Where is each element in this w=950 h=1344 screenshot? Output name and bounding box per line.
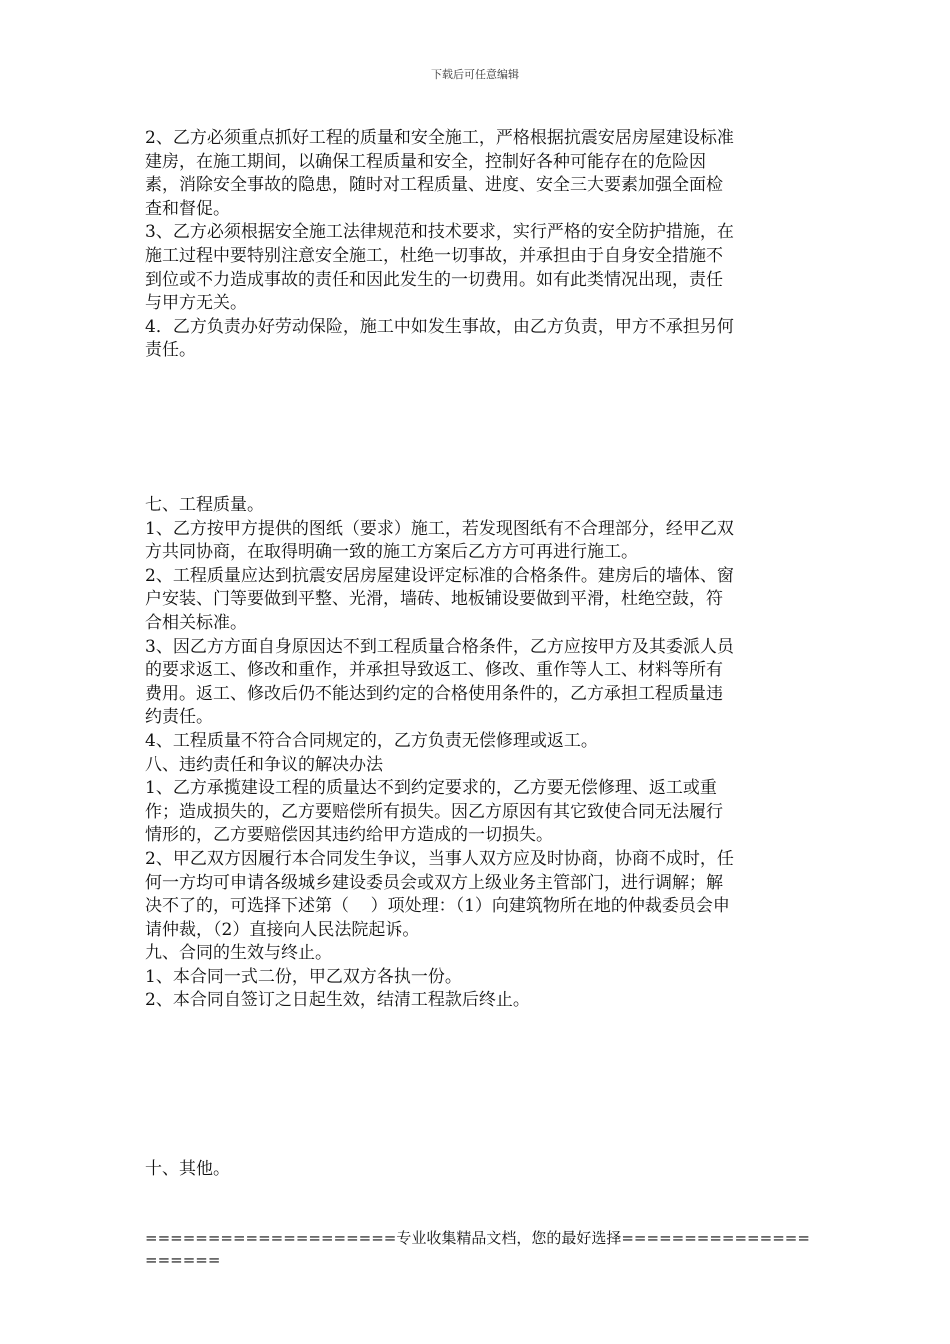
text-line: 1、本合同一式二份，甲乙双方各执一份。 bbox=[145, 966, 462, 987]
text-line: 4．乙方负责办好劳动保险，施工中如发生事故，由乙方负责，甲方不承担另何 bbox=[145, 316, 734, 337]
text-line: 情形的，乙方要赔偿因其违约给甲方造成的一切损失。 bbox=[145, 825, 553, 846]
text-line: 建房，在施工期间，以确保工程质量和安全，控制好各种可能存在的危险因 bbox=[145, 151, 706, 172]
text-line: 请仲裁，（2）直接向人民法院起诉。 bbox=[145, 919, 420, 940]
text-line: 与甲方无关。 bbox=[145, 293, 247, 314]
text-line: 2、本合同自签订之日起生效，结清工程款后终止。 bbox=[145, 990, 530, 1011]
text-line: 2、工程质量应达到抗震安居房屋建设评定标准的合格条件。建房后的墙体、窗 bbox=[145, 565, 734, 586]
text-line: 施工过程中要特别注意安全施工，杜绝一切事故，并承担由于自身安全措施不 bbox=[145, 245, 723, 266]
text-line: 责任。 bbox=[145, 340, 196, 361]
text-line: 1、乙方按甲方提供的图纸（要求）施工，若发现图纸有不合理部分，经甲乙双 bbox=[145, 518, 734, 539]
text-line: 查和督促。 bbox=[145, 198, 230, 219]
text-line: 的要求返工、修改和重作，并承担导致返工、修改、重作等人工、材料等所有 bbox=[145, 660, 723, 681]
section-heading: 七、工程质量。 bbox=[145, 495, 264, 515]
text-line: 方共同协商，在取得明确一致的施工方案后乙方方可再进行施工。 bbox=[145, 542, 638, 563]
text-line: 决不了的，可选择下述第（ ）项处理：（1）向建筑物所在地的仲裁委员会申 bbox=[145, 896, 730, 917]
text-line: 合相关标准。 bbox=[145, 612, 247, 633]
section-heading: 八、违约责任和争议的解决办法 bbox=[145, 754, 383, 775]
text-line: 费用。返工、修改后仍不能达到约定的合格使用条件的，乙方承担工程质量违 bbox=[145, 683, 723, 704]
text-line: 到位或不力造成事故的责任和因此发生的一切费用。如有此类情况出现，责任 bbox=[145, 269, 723, 290]
section-heading: 九、合同的生效与终止。 bbox=[145, 943, 332, 964]
footer-banner: ====================专业收集精品文档，您的最好选择===================== bbox=[145, 1229, 810, 1269]
section-heading: 十、其他。 bbox=[145, 1159, 230, 1179]
contract-clauses-safety bbox=[145, 127, 810, 363]
text-line: 何一方均可申请各级城乡建设委员会或双方上级业务主管部门，进行调解；解 bbox=[145, 872, 723, 893]
text-line: 户安装、门等要做到平整、光滑，墙砖、地板铺设要做到平滑，杜绝空鼓，符 bbox=[145, 589, 723, 610]
contract-clauses-quality bbox=[145, 494, 810, 1013]
text-line: 3、乙方必须根据安全施工法律规范和技术要求，实行严格的安全防护措施，在 bbox=[145, 222, 734, 243]
text-line: 约责任。 bbox=[145, 707, 213, 728]
text-line: 3、因乙方方面自身原因达不到工程质量合格条件，乙方应按甲方及其委派人员 bbox=[145, 636, 734, 657]
contract-clauses-other bbox=[145, 1158, 810, 1182]
text-line: 4、工程质量不符合合同规定的，乙方负责无偿修理或返工。 bbox=[145, 730, 598, 751]
text-line: 素，消除安全事故的隐患，随时对工程质量、进度、安全三大要素加强全面检 bbox=[145, 175, 723, 196]
text-line: 1、乙方承揽建设工程的质量达不到约定要求的，乙方要无偿修理、返工或重 bbox=[145, 778, 717, 799]
text-line: 2、乙方必须重点抓好工程的质量和安全施工，严格根据抗震安居房屋建设标准 bbox=[145, 128, 734, 148]
text-line: 2、甲乙双方因履行本合同发生争议，当事人双方应及时协商，协商不成时，任 bbox=[145, 848, 734, 869]
header-note: 下载后可任意编辑 bbox=[431, 68, 519, 81]
text-line: 作；造成损失的，乙方要赔偿所有损失。因乙方原因有其它致使合同无法履行 bbox=[145, 801, 723, 822]
